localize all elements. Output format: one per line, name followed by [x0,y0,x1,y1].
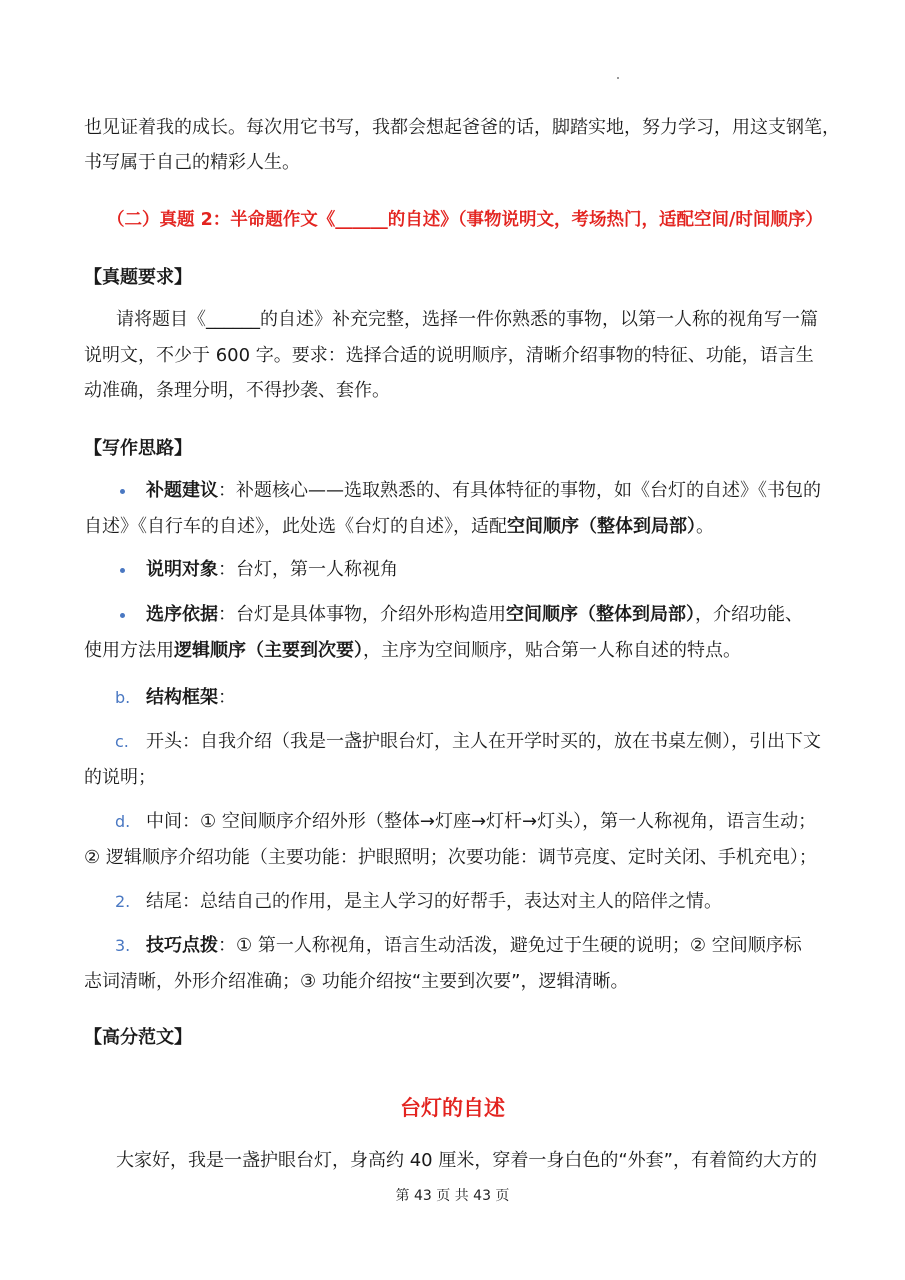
bullet-basis-line-1-post: ，介绍功能、 [695,604,803,625]
bullet-suggestion [146,479,821,503]
bullet-suggestion-line-2 [84,515,714,539]
list-marker-d: d. [115,812,131,831]
requirements-heading: 【真题要求】 [84,267,192,288]
bullet-suggestion-line-2-bold: 空间顺序（整体到局部） [507,516,696,537]
tips-line-2: 志词清晰，外形介绍准确；③ 功能介绍按“主要到次要”，逻辑清晰。 [84,971,629,992]
bullet-suggestion-line-2-pre: 自述》《自行车的自述》，此处选《台灯的自述》，适配 [84,516,507,537]
intro-line-2: 书写属于自己的精彩人生。 [84,152,300,173]
tips-text: ：① 第一人称视角，语言生动活泼，避免过于生硬的说明；② 空间顺序标 [218,935,802,956]
opening-line-2: 的说明； [84,767,156,788]
middle-line-1: 中间：① 空间顺序介绍外形（整体→灯座→灯杆→灯头），第一人称视角，语言生动； [146,811,817,832]
bullet-dot-icon [120,613,125,618]
bullet-suggestion-label: 补题建议 [146,480,218,501]
bullet-basis-line-2 [84,639,741,663]
structure-frame [146,686,236,710]
bullet-dot-icon [120,568,125,573]
section-heading: （二）真题 2：半命题作文《______的自述》（事物说明文，考场热门，适配空间/时间顺序） [107,210,823,230]
bullet-basis-line-2-post: ，主序为空间顺序，贴合第一人称自述的特点。 [363,640,741,661]
list-marker-b: b. [115,688,131,707]
bullet-basis-line-2-bold: 逻辑顺序（主要到次要） [174,640,363,661]
essay-line-1: 大家好，我是一盏护眼台灯，身高约 40 厘米，穿着一身白色的“外套”，有着简约大方的 [116,1150,817,1171]
essay-title: 台灯的自述 [400,1096,505,1120]
list-marker-c: c. [115,732,129,751]
requirements-line-3: 动准确，条理分明，不得抄袭、套作。 [84,380,390,401]
requirements-line-1: 请将题目《______的自述》补充完整，选择一件你熟悉的事物，以第一人称的视角写一篇 [116,309,818,330]
tips-line-1 [146,934,802,958]
bullet-object-text: ：台灯，第一人称视角 [218,559,398,580]
bullet-suggestion-line-2-post: 。 [696,516,714,537]
opening-line-1: 开头：自我介绍（我是一盏护眼台灯，主人在开学时买的，放在书桌左侧），引出下文 [146,731,821,752]
thinking-heading: 【写作思路】 [84,438,192,459]
structure-frame-text: ： [218,687,236,708]
intro-line-1: 也见证着我的成长。每次用它书写，我都会想起爸爸的话，脚踏实地，努力学习，用这支钢笔， [84,117,840,138]
ending-line: 结尾：总结自己的作用，是主人学习的好帮手，表达对主人的陪伴之情。 [146,891,722,912]
bullet-suggestion-text: ：补题核心——选取熟悉的、有具体特征的事物，如《台灯的自述》《书包的 [218,480,821,501]
tips-label: 技巧点拨 [146,935,218,956]
structure-frame-label: 结构框架 [146,687,218,708]
page-footer: 第 43 页 共 43 页 [395,1188,510,1204]
bullet-basis [146,603,803,627]
list-marker-2: 2. [115,892,131,911]
bullet-basis-line-2-pre: 使用方法用 [84,640,174,661]
essay-heading: 【高分范文】 [84,1027,192,1048]
middle-line-2: ② 逻辑顺序介绍功能（主要功能：护眼照明；次要功能：调节亮度、定时关闭、手机充电）； [84,847,817,868]
bullet-object-label: 说明对象 [146,559,218,580]
bullet-basis-line-1-pre: ：台灯是具体事物，介绍外形构造用 [218,604,506,625]
bullet-object [146,558,398,582]
bullet-dot-icon [120,489,125,494]
list-marker-3: 3. [115,936,131,955]
requirements-line-2: 说明文，不少于 600 字。要求：选择合适的说明顺序，清晰介绍事物的特征、功能，语言生 [84,345,814,366]
bullet-basis-label: 选序依据 [146,604,218,625]
bullet-basis-line-1-bold: 空间顺序（整体到局部） [506,604,695,625]
scan-speck [617,77,619,79]
